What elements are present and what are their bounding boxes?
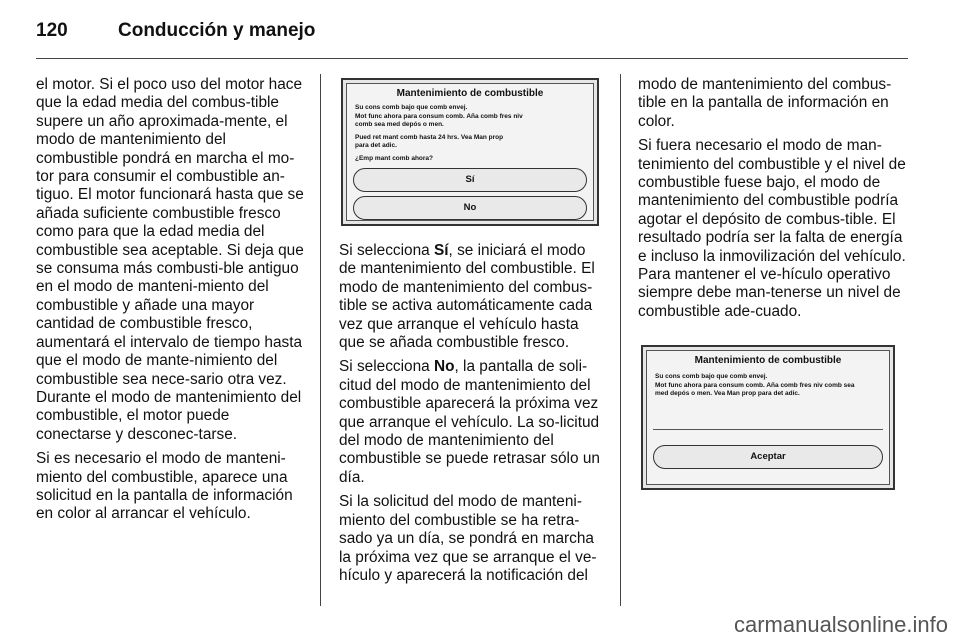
screen-text-line: Su cons comb bajo que comb envej. xyxy=(355,104,468,111)
watermark: carmanualsonline.info xyxy=(733,612,948,637)
accept-button[interactable]: Aceptar xyxy=(653,445,883,469)
text-run: Si selecciona xyxy=(339,358,434,376)
screen-text-line: comb sea med depós o men. xyxy=(355,121,444,128)
screen-text-line: Su cons comb bajo que comb envej. xyxy=(655,373,768,380)
screen-text-line: ¿Emp mant comb ahora? xyxy=(355,155,434,162)
screen-panel xyxy=(346,83,594,221)
col1-paragraph-2: Si es necesario el modo de manteni-miento del combustible, aparece una solicitud en la pantalla de información en color al arrancar el vehículo. xyxy=(36,450,293,523)
col2-paragraph-2 xyxy=(339,358,605,487)
header-rule xyxy=(36,58,908,59)
text-run: , la pantalla de soli-citud del modo de mantenimiento del combustible aparecerá la próxima vez que arranque el vehículo. La so-licitud del modo de mantenimiento del combustible se puede retrasar sólo un día. xyxy=(339,358,600,486)
no-button[interactable]: No xyxy=(353,196,587,220)
column-1 xyxy=(36,76,308,530)
col2-paragraph-1 xyxy=(339,242,605,352)
bold-term-si: Sí xyxy=(433,242,449,259)
fuel-maintenance-notice-screen xyxy=(641,345,895,490)
screen-title: Mantenimiento de combustible xyxy=(694,355,842,366)
page-number: 120 xyxy=(36,20,68,41)
screen-text-line: med depós o men. Vea Man prop para det adic. xyxy=(655,390,800,397)
text-run: , se iniciará el modo de mantenimiento del combustible. El modo de mantenimiento del combus-tible se activa automáticamente cada vez que arranque el vehículo hasta que se añada combustible fresco. xyxy=(339,242,595,352)
column-3 xyxy=(638,76,908,327)
col1-paragraph-1: el motor. Si el poco uso del motor hace que la edad media del combus-tible supere un año aproximada-mente, el modo de mantenimiento del combustible pondrá en marcha el mo-tor para consumir el combustible an-tiguo. El motor funcionará hasta que se añada suficiente combustible fresco como para que la edad media del combustible sea aceptable. Si deja que se consuma más combusti-ble antiguo en el modo de manteni-miento del combustible y añade una mayor cantidad de combustible fresco, aumentará el intervalo de tiempo hasta que el modo de mante-nimiento del combustible sea nece-sario otra vez. Durante el modo de mantenimiento del combustible, el motor puede conectarse y desconec-tarse. xyxy=(36,76,304,443)
bold-term-no: No xyxy=(433,358,455,376)
col2-paragraph-3: Si la solicitud del modo de manteni-miento del combustible se ha retra-sado ya un día, se pondrá en marcha la próxima vez que se arranque el ve-hículo y aparecerá la notificación del xyxy=(339,493,597,584)
fuel-maintenance-prompt-screen xyxy=(341,78,599,226)
screen-title: Mantenimiento de combustible xyxy=(396,88,544,99)
yes-button[interactable]: Sí xyxy=(353,168,587,192)
screen-text-line: para det adic. xyxy=(355,142,397,149)
column-divider-1 xyxy=(320,74,321,606)
text-run: Si selecciona xyxy=(339,242,434,259)
col3-paragraph-1: modo de mantenimiento del combus-tible en la pantalla de información en color. xyxy=(638,76,892,130)
screen-text-line: Pued ret mant comb hasta 24 hrs. Vea Man prop xyxy=(355,134,504,141)
col3-paragraph-2: Si fuera necesario el modo de man-tenimiento del combustible y el nivel de combustible fuese bajo, el modo de mantenimiento del combustible podría agotar el depósito de combus-tible. El resultado podría ser la falta de energía e incluso la inmovilización del vehículo. Para mantener el ve-hículo operativo siempre debe man-tenerse un nivel de combustible ade-cuado. xyxy=(638,137,906,320)
column-divider-2 xyxy=(620,74,621,606)
screen-text-line: Mot func ahora para consum comb. Aña comb fres niv comb sea xyxy=(655,382,855,389)
column-2 xyxy=(339,242,605,591)
screen-divider xyxy=(653,429,883,430)
screen-panel xyxy=(646,350,890,485)
page-title: Conducción y manejo xyxy=(118,20,316,41)
screen-text-line: Mot func ahora para consum comb. Aña comb fres niv xyxy=(355,113,523,120)
